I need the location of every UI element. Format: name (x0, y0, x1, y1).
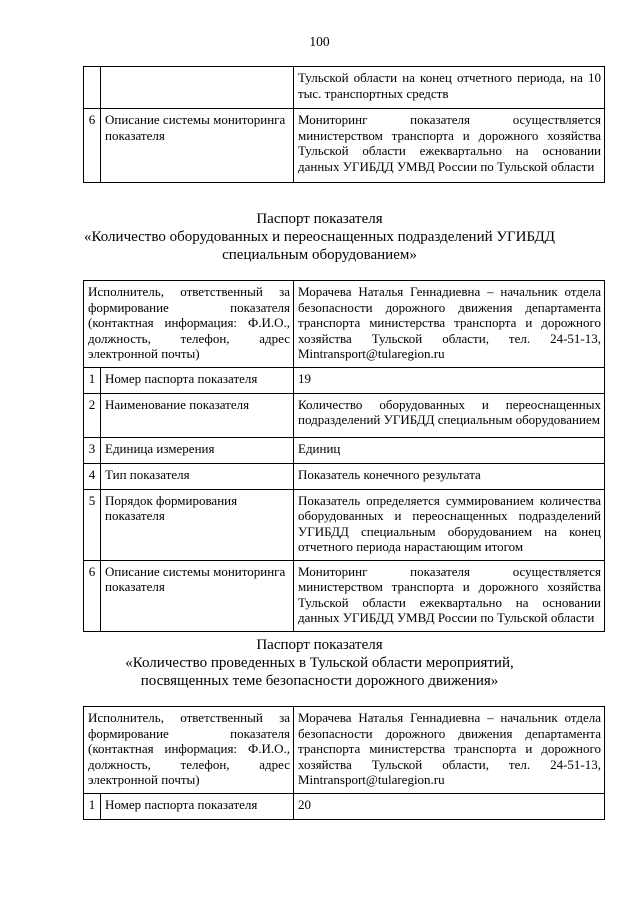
table-row (84, 489, 605, 560)
table-row (84, 560, 605, 631)
row-number: 2 (84, 393, 101, 437)
executor-value: Морачева Наталья Геннадиевна – начальник отдела безопасности дорожного движения департамента транспорта министерства транспорта и дорожного хозяйства Тульской области, тел. 24-51-13, Mintransport@tularegion.ru (294, 707, 605, 794)
row-label (101, 67, 294, 109)
row-value: Мониторинг показателя осуществляется министерством транспорта и дорожного хозяйства Тульской области ежеквартально на основании данных УГИБДД УМВД России по Тульской области (294, 109, 605, 183)
row-value: 20 (294, 793, 605, 819)
table-row (84, 109, 605, 183)
table-row (84, 793, 605, 819)
row-value: 19 (294, 367, 605, 393)
row-number: 6 (84, 560, 101, 631)
row-label: Описание системы мониторинга показателя (101, 109, 294, 183)
executor-label: Исполнитель, ответственный за формирование показателя (контактная информация: Ф.И.О., должность, телефон, адрес электронной почты) (84, 707, 294, 794)
executor-label: Исполнитель, ответственный за формирование показателя (контактная информация: Ф.И.О., должность, телефон, адрес электронной почты) (84, 281, 294, 368)
row-number (84, 67, 101, 109)
row-value: Показатель конечного результата (294, 463, 605, 489)
row-value: Мониторинг показателя осуществляется министерством транспорта и дорожного хозяйства Тульской области ежеквартально на основании данных УГИБДД УМВД России по Тульской области (294, 560, 605, 631)
row-value: Показатель определяется суммированием количества оборудованных и переоснащенных подразделений УГИБДД специальным оборудованием на конец отчетного периода нарастающим итогом (294, 489, 605, 560)
table-row (84, 67, 605, 109)
table-row (84, 463, 605, 489)
passport-title-line: Паспорт показателя (256, 637, 383, 653)
table-row (84, 437, 605, 463)
row-label: Единица измерения (101, 437, 294, 463)
executor-value: Морачева Наталья Геннадиевна – начальник отдела безопасности дорожного движения департамента транспорта министерства транспорта и дорожного хозяйства Тульской области, тел. 24-51-13, Mintransport@tularegion.ru (294, 281, 605, 368)
row-number: 3 (84, 437, 101, 463)
row-number: 1 (84, 367, 101, 393)
top-table (83, 66, 605, 183)
passport-title-line: посвященных теме безопасности дорожного движения» (140, 673, 499, 689)
page-number: 100 (309, 34, 330, 49)
row-label: Описание системы мониторинга показателя (101, 560, 294, 631)
passport-19-title (0, 210, 639, 264)
row-label: Тип показателя (101, 463, 294, 489)
passport-20-title (0, 636, 639, 690)
row-number: 4 (84, 463, 101, 489)
table-row (84, 393, 605, 437)
row-value: Количество оборудованных и переоснащенных подразделений УГИБДД специальным оборудованием (294, 393, 605, 437)
row-label: Номер паспорта показателя (101, 793, 294, 819)
passport-19-table (83, 280, 605, 632)
row-number: 1 (84, 793, 101, 819)
table-row (84, 707, 605, 794)
passport-title-line: «Количество оборудованных и переоснащенных подразделений УГИБДД (84, 229, 555, 245)
row-label: Порядок формирования показателя (101, 489, 294, 560)
row-number: 5 (84, 489, 101, 560)
row-value: Единиц (294, 437, 605, 463)
passport-title-line: специальным оборудованием» (222, 247, 417, 263)
passport-title-line: «Количество проведенных в Тульской области мероприятий, (125, 655, 514, 671)
passport-20-table (83, 706, 605, 820)
table-row (84, 281, 605, 368)
row-label: Наименование показателя (101, 393, 294, 437)
passport-title-line: Паспорт показателя (256, 211, 383, 227)
row-label: Номер паспорта показателя (101, 367, 294, 393)
row-value: Тульской области на конец отчетного периода, на 10 тыс. транспортных средств (294, 67, 605, 109)
row-number: 6 (84, 109, 101, 183)
table-row (84, 367, 605, 393)
